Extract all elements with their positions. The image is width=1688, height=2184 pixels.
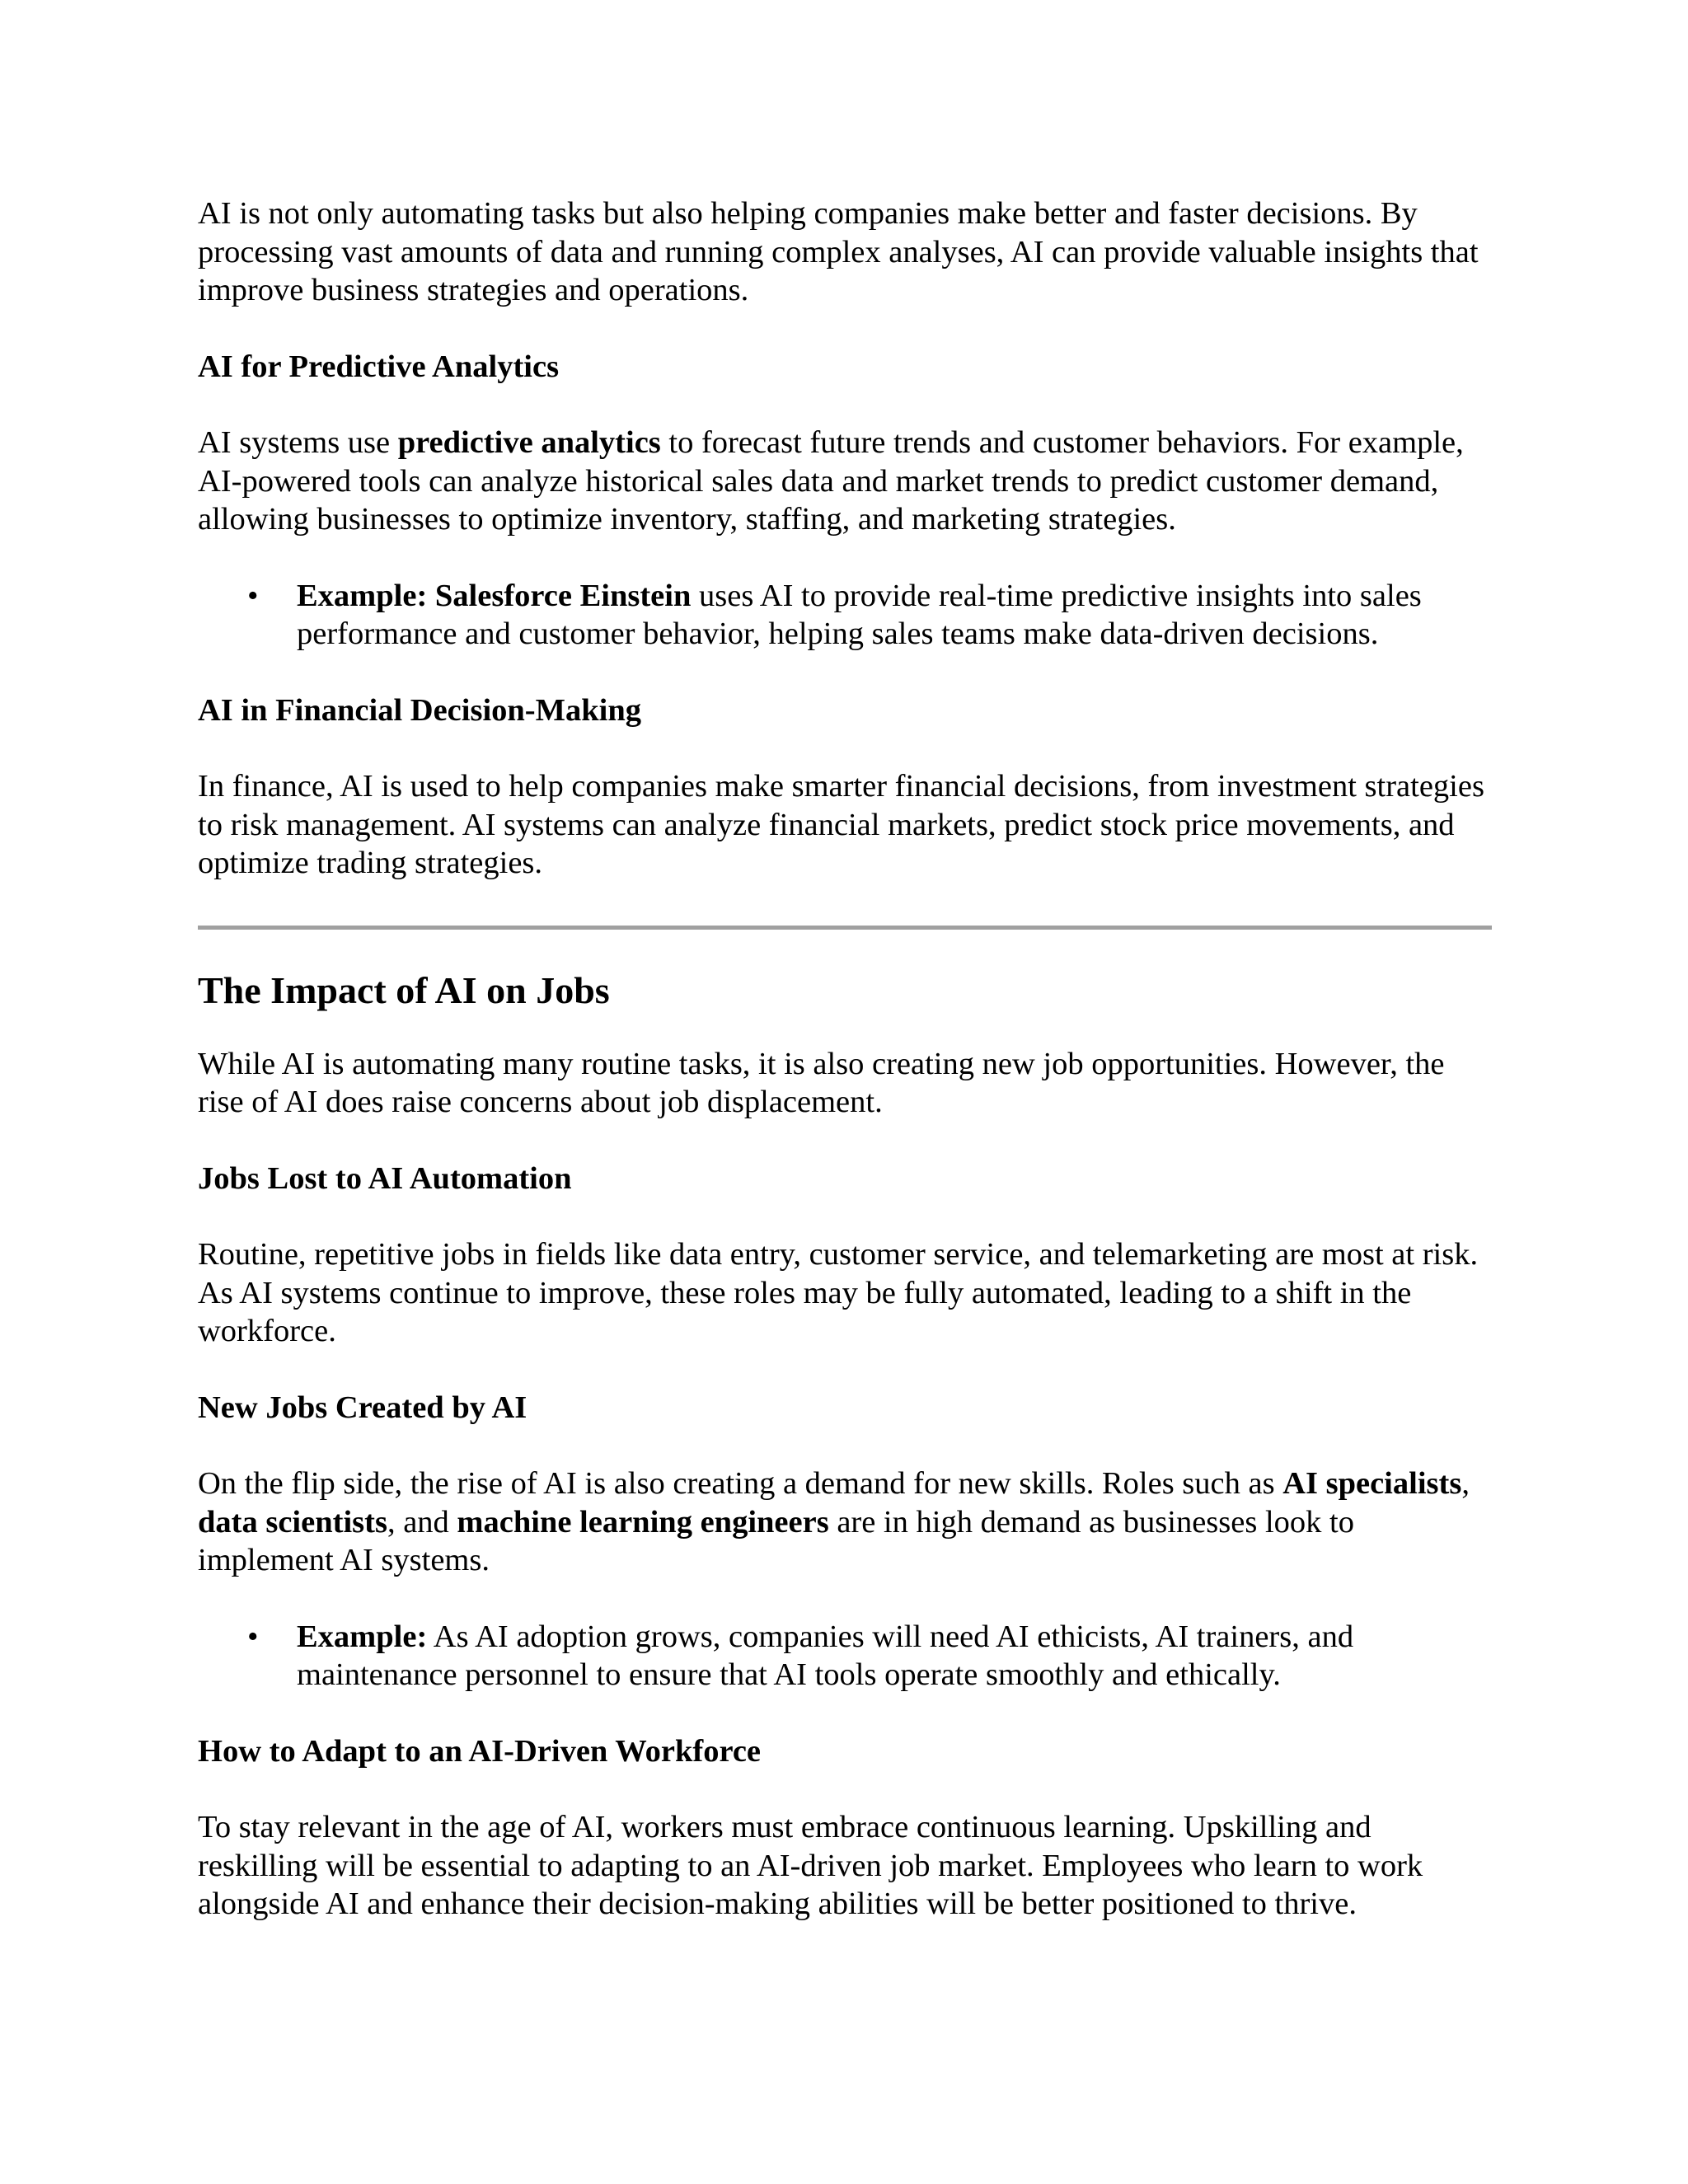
example-label: Example: (297, 1619, 428, 1654)
role-ml-engineers: machine learning engineers (457, 1504, 829, 1540)
bullet-icon: • (247, 1619, 259, 1654)
jobs-section-title: The Impact of AI on Jobs (198, 968, 610, 1011)
bullet-icon: • (247, 578, 259, 613)
list-item (247, 577, 1492, 654)
new-jobs-text-1: On the flip side, the rise of AI is also creating a demand for new skills. Roles such as (198, 1466, 1283, 1501)
adapt-heading: How to Adapt to an AI-Driven Workforce (198, 1733, 762, 1769)
new-jobs-text-2: , (1461, 1466, 1470, 1501)
example-label: Example: Salesforce Einstein (297, 578, 692, 613)
adapt-paragraph: To stay relevant in the age of AI, workers must embrace continuous learning. Upskilling and reskilling will be essential to adapting to an AI-driven job market. Employees who learn to work alongside AI and enhance their decision-making abilities will be better positioned to thrive. (198, 1810, 1423, 1921)
section-divider (198, 926, 1492, 930)
example-text: As AI adoption grows, companies will need AI ethicists, AI trainers, and maintenance personnel to ensure that AI tools operate smoothly and ethically. (297, 1619, 1354, 1692)
role-data-scientists: data scientists (198, 1504, 387, 1540)
predictive-example-list (198, 577, 1492, 654)
jobs-intro-paragraph: While AI is automating many routine tasks, it is also creating new job opportunities. However, the rise of AI does raise concerns about job displacement. (198, 1046, 1445, 1119)
financial-paragraph: In finance, AI is used to help companies make smarter financial decisions, from investment strategies to risk management. AI systems can analyze financial markets, predict stock price movements, and optimize trading strategies. (198, 769, 1484, 880)
predictive-analytics-term: predictive analytics (397, 425, 661, 460)
intro-paragraph: AI is not only automating tasks but also helping companies make better and faster decisions. By processing vast amounts of data and running complex analyses, AI can provide valuable insights that improve business strategies and operations. (198, 196, 1479, 307)
new-jobs-text-3: , and (387, 1504, 457, 1540)
jobs-lost-heading: Jobs Lost to AI Automation (198, 1160, 572, 1196)
new-jobs-paragraph (198, 1465, 1492, 1580)
financial-heading: AI in Financial Decision-Making (198, 692, 641, 728)
role-ai-specialists: AI specialists (1282, 1466, 1462, 1501)
example-text: uses AI to provide real-time predictive insights into sales performance and customer behavior, helping sales teams make data-driven decisions. (297, 578, 1422, 651)
jobs-lost-paragraph: Routine, repetitive jobs in fields like data entry, customer service, and telemarketing are most at risk. As AI systems continue to improve, these roles may be fully automated, leading to a shift in the workforce. (198, 1237, 1479, 1348)
new-jobs-heading: New Jobs Created by AI (198, 1390, 528, 1425)
list-item (247, 1618, 1492, 1694)
document-page (198, 194, 1492, 1961)
predictive-analytics-heading: AI for Predictive Analytics (198, 349, 560, 384)
predictive-text-after: to forecast future trends and customer behaviors. For example, AI-powered tools can analyze historical sales data and market trends to predict customer demand, allowing businesses to optimize inventory, staffing, and marketing strategies. (198, 425, 1464, 537)
new-jobs-text-4: are in high demand as businesses look to implement AI systems. (198, 1504, 1354, 1577)
predictive-analytics-paragraph (198, 424, 1492, 539)
predictive-text-before: AI systems use (198, 425, 398, 460)
new-jobs-example-list (198, 1618, 1492, 1694)
